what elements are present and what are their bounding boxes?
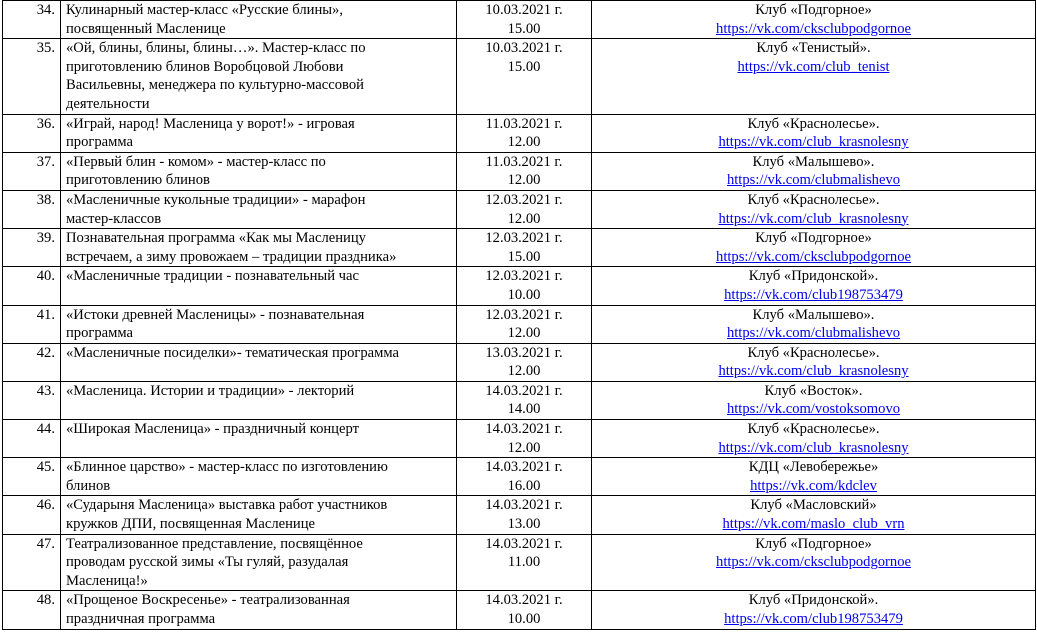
club-name: Клуб «Подгорное» [755,535,872,552]
event-venue [592,114,1036,152]
event-datetime [457,381,592,419]
club-name: Клуб «Малышево». [752,153,875,170]
event-time: 16.00 [507,477,541,494]
event-description-line: праздничная программа [66,611,216,627]
event-venue [592,381,1036,419]
event-date: 12.03.2021 г. [485,268,563,285]
event-description-line: «Играй, народ! Масленица у ворот!» - игровая [66,115,355,132]
event-time: 15.00 [507,20,541,37]
table-row [3,305,1036,343]
event-time: 12.00 [507,134,541,151]
table-row [3,591,1036,629]
table-row [3,420,1036,458]
club-link[interactable]: https://vk.com/club_krasnolesny [718,439,909,456]
event-description-line: «Ой, блины, блины, блины…». Мастер-класс по [66,40,366,57]
event-time: 12.00 [507,325,541,342]
event-venue [592,305,1036,343]
event-description [61,39,457,114]
event-datetime [457,420,592,458]
club-link-line [597,362,1030,381]
event-description-line: «Прощеное Воскресенье» - театрализованная [66,592,350,609]
row-number: 46. [3,496,61,534]
club-name: Клуб «Краснолесье». [747,421,880,438]
event-datetime [457,152,592,190]
event-description-line: «Масленица. Истории и традиции» - лекторий [66,382,355,399]
table-row [3,39,1036,114]
event-datetime [457,229,592,267]
event-venue [592,190,1036,228]
event-time: 12.00 [507,439,541,456]
event-venue [592,591,1036,629]
event-description-line: блинов [66,477,111,494]
event-time: 12.00 [507,172,541,189]
event-date: 14.03.2021 г. [485,592,563,609]
row-number: 47. [3,534,61,591]
event-datetime [457,190,592,228]
event-description-line: Васильевны, менеджера по культурно-массовой [66,77,364,94]
event-description-line: программа [66,325,134,342]
table-row [3,496,1036,534]
event-description-line: «Масленичные посиделки»- тематическая программа [66,344,399,361]
event-description-line: «Истоки древней Масленицы» - познавательная [66,306,365,323]
event-description-line: кружков ДПИ, посвященная Масленице [66,516,316,533]
event-description [61,114,457,152]
event-description-line: «Сударыня Масленица» выставка работ участников [66,497,388,514]
event-venue [592,458,1036,496]
event-description [61,420,457,458]
club-link-line [597,171,1030,190]
club-name: Клуб «Краснолесье». [747,115,880,132]
table-row [3,1,1036,39]
event-date: 10.03.2021 г. [485,40,563,57]
club-link-line [597,286,1030,305]
row-number: 45. [3,458,61,496]
club-name: Клуб «Придонской». [748,592,879,609]
row-number: 36. [3,114,61,152]
event-description-line: Кулинарный мастер-класс «Русские блины», [66,2,344,18]
event-time: 15.00 [507,248,541,265]
event-date: 14.03.2021 г. [485,497,563,514]
club-link[interactable]: https://vk.com/cksclubpodgornoe [716,20,911,37]
event-time: 14.00 [507,401,541,418]
event-time: 12.00 [507,210,541,227]
event-description [61,229,457,267]
event-description-line: «Блинное царство» - мастер-класс по изготовлению [66,459,388,476]
event-datetime [457,305,592,343]
event-description [61,267,457,305]
event-venue [592,1,1036,39]
event-description [61,381,457,419]
event-description [61,496,457,534]
event-description-line: «Широкая Масленица» - праздничный концерт [66,421,359,438]
event-date: 11.03.2021 г. [485,153,563,170]
club-name: Клуб «Придонской». [748,268,879,285]
club-link-line [597,58,1030,77]
row-number: 40. [3,267,61,305]
event-datetime [457,534,592,591]
event-time: 15.00 [507,58,541,75]
event-time: 10.00 [507,611,541,627]
event-description-line: Познавательная программа «Как мы Масленицу [66,230,366,247]
event-venue [592,534,1036,591]
table-row [3,190,1036,228]
event-date: 14.03.2021 г. [485,459,563,476]
event-description-line: посвященный Масленице [66,20,226,37]
event-time: 11.00 [507,554,541,571]
table-row [3,229,1036,267]
club-link[interactable]: https://vk.com/maslo_club_vrn [722,516,905,533]
event-time: 12.00 [507,363,541,380]
event-datetime [457,591,592,629]
event-time: 13.00 [507,516,541,533]
event-description [61,190,457,228]
event-venue [592,39,1036,114]
club-name: КДЦ «Левобережье» [748,459,879,476]
club-name: Клуб «Малышево». [752,306,875,323]
club-name: Клуб «Восток». [764,382,863,399]
club-name: Клуб «Краснолесье». [747,344,880,361]
club-link[interactable]: https://vk.com/club_krasnolesny [718,134,909,151]
event-description [61,152,457,190]
club-link-line [597,248,1030,267]
event-venue [592,343,1036,381]
event-description-line: приготовлению блинов Воробцовой Любови [66,58,344,75]
event-description [61,534,457,591]
event-datetime [457,267,592,305]
event-description-line: встречаем, а зиму провожаем – традиции праздника» [66,248,397,265]
club-link-line [597,210,1030,229]
table-row [3,152,1036,190]
club-link-line [597,20,1030,39]
club-link[interactable]: https://vk.com/cksclubpodgornoe [716,554,911,571]
table-row [3,114,1036,152]
event-description-line: «Первый блин - комом» - мастер-класс по [66,153,326,170]
event-description [61,343,457,381]
club-link[interactable]: https://vk.com/clubmalishevo [726,172,901,189]
events-table [2,0,1036,630]
event-description-line: Масленица!» [66,572,148,589]
club-link-line [597,477,1030,496]
club-name: Клуб «Подгорное» [755,230,872,247]
club-link[interactable]: https://vk.com/kdclev [750,477,877,494]
event-venue [592,496,1036,534]
club-name: Клуб «Тенистый». [756,40,871,57]
row-number: 37. [3,152,61,190]
event-time: 10.00 [507,286,541,303]
club-link-line [597,324,1030,343]
row-number: 42. [3,343,61,381]
club-link[interactable]: https://vk.com/club198753479 [724,611,903,627]
event-description-line: программа [66,134,134,151]
event-description-line: мастер-классов [66,210,162,227]
event-datetime [457,114,592,152]
event-date: 12.03.2021 г. [485,306,563,323]
table-row [3,458,1036,496]
event-date: 10.03.2021 г. [485,2,563,18]
club-link[interactable]: https://vk.com/vostoksomovo [726,401,901,418]
club-link[interactable]: https://vk.com/clubmalishevo [726,325,901,342]
row-number: 38. [3,190,61,228]
row-number: 34. [3,1,61,39]
club-link-line [597,553,1030,572]
club-link[interactable]: https://vk.com/club_tenist [737,58,890,75]
event-date: 14.03.2021 г. [485,535,563,552]
event-description [61,591,457,629]
table-row [3,343,1036,381]
event-date: 12.03.2021 г. [485,230,563,247]
event-venue [592,152,1036,190]
row-number: 41. [3,305,61,343]
event-description [61,458,457,496]
row-number: 44. [3,420,61,458]
club-link[interactable]: https://vk.com/club_krasnolesny [718,210,909,227]
event-date: 11.03.2021 г. [485,115,563,132]
row-number: 39. [3,229,61,267]
event-description-line: «Масленичные кукольные традиции» - марафон [66,191,366,208]
table-row [3,534,1036,591]
club-link[interactable]: https://vk.com/club198753479 [724,286,903,303]
event-venue [592,420,1036,458]
event-datetime [457,496,592,534]
event-description-line: проводам русской зимы «Ты гуляй, разудалая [66,554,349,571]
club-link[interactable]: https://vk.com/club_krasnolesny [718,363,909,380]
row-number: 48. [3,591,61,629]
event-date: 14.03.2021 г. [485,382,563,399]
club-link-line [597,439,1030,458]
table-row [3,381,1036,419]
club-link-line [597,400,1030,419]
club-link-line [597,133,1030,152]
club-link[interactable]: https://vk.com/cksclubpodgornoe [716,248,911,265]
row-number: 35. [3,39,61,114]
row-number: 43. [3,381,61,419]
club-link-line [597,515,1030,534]
event-datetime [457,1,592,39]
event-description-line: приготовлению блинов [66,172,210,189]
event-date: 12.03.2021 г. [485,191,563,208]
event-datetime [457,39,592,114]
event-date: 13.03.2021 г. [485,344,563,361]
event-description [61,1,457,39]
club-name: Клуб «Подгорное» [755,2,872,18]
table-row [3,267,1036,305]
event-datetime [457,343,592,381]
event-description [61,305,457,343]
event-description-line: деятельности [66,95,150,112]
club-name: Клуб «Масловский» [750,497,877,514]
event-venue [592,267,1036,305]
events-table-body [3,1,1036,630]
event-date: 14.03.2021 г. [485,421,563,438]
club-name: Клуб «Краснолесье». [747,191,880,208]
club-link-line [597,610,1030,629]
event-datetime [457,458,592,496]
event-description-line: Театрализованное представление, посвящённое [66,535,363,552]
event-description-line: «Масленичные традиции - познавательный час [66,268,359,285]
event-venue [592,229,1036,267]
